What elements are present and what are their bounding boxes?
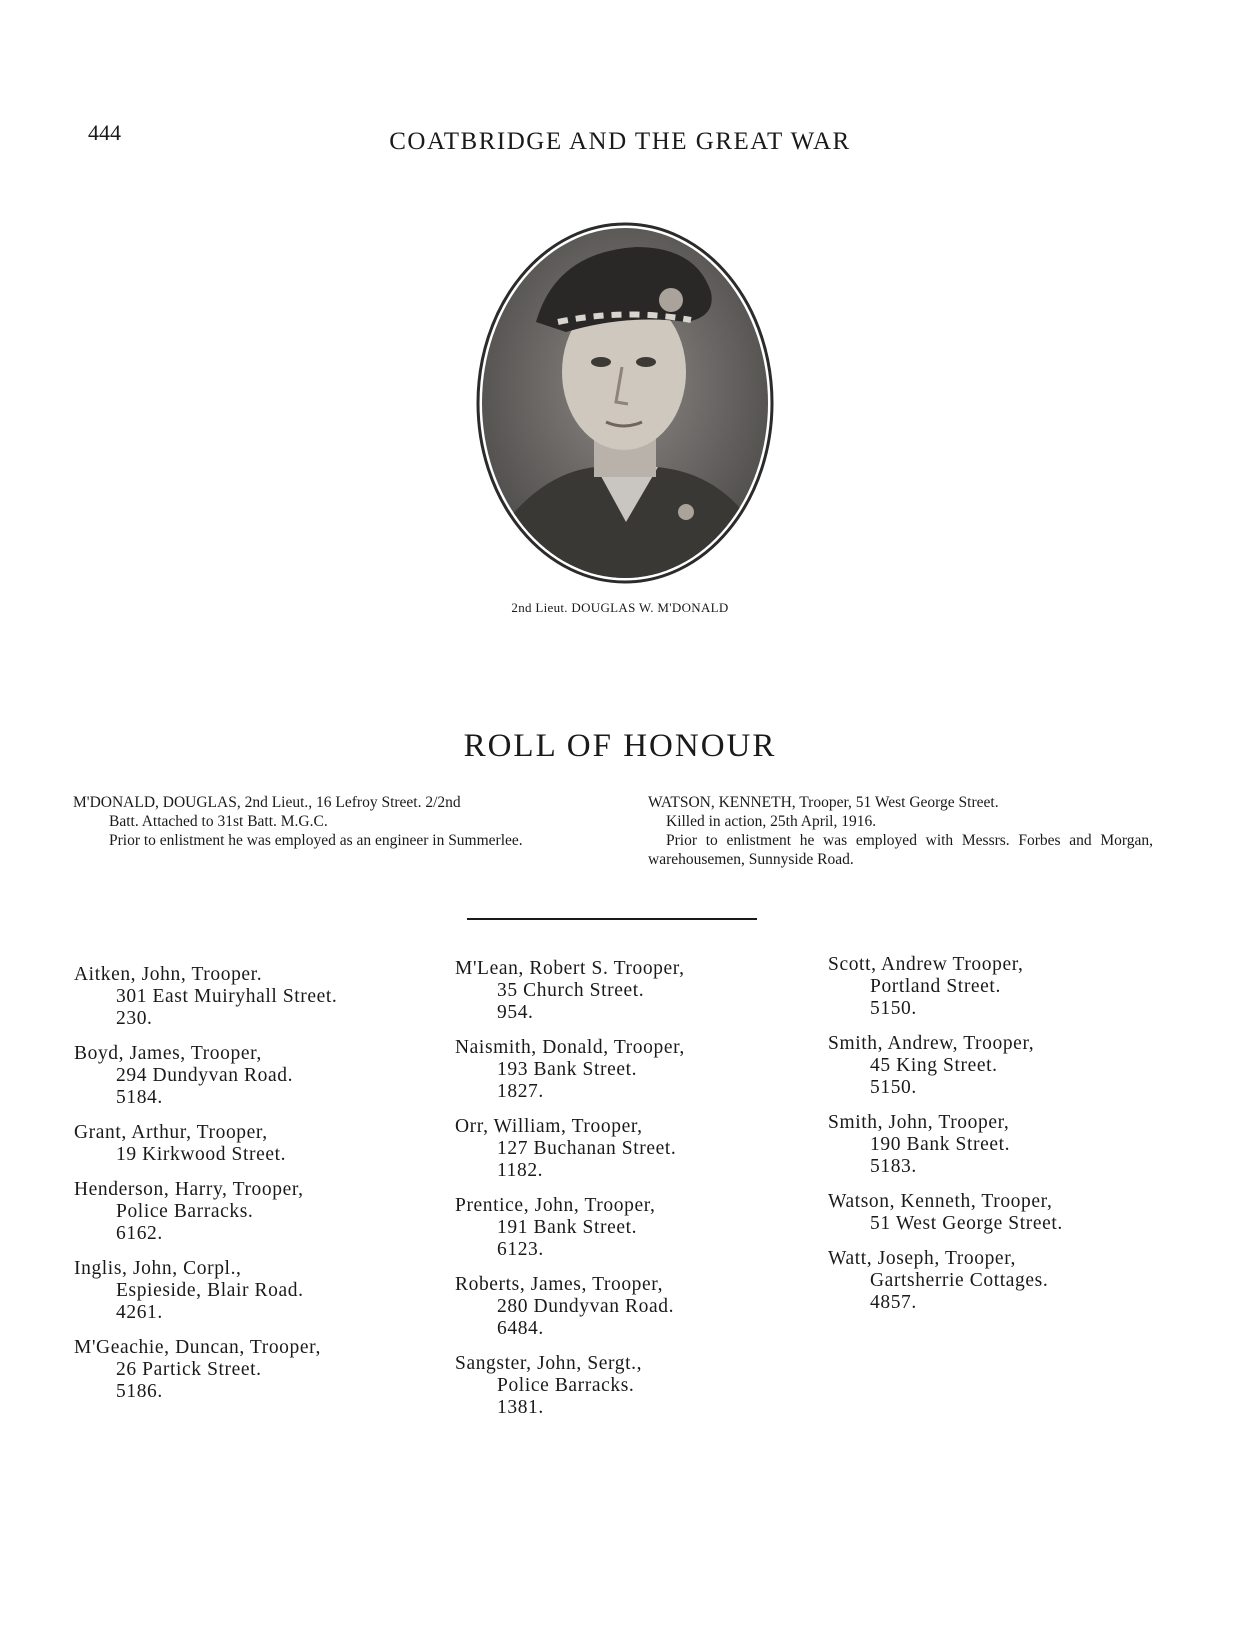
roll-name: Henderson, Harry, Trooper, xyxy=(74,1179,304,1200)
roll-name: Grant, Arthur, Trooper, xyxy=(74,1122,268,1143)
roll-name: Smith, John, Trooper, xyxy=(828,1112,1010,1133)
roll-number: 1182. xyxy=(497,1160,544,1181)
roll-entry xyxy=(828,954,1188,1020)
bio-entry xyxy=(648,793,1153,869)
roll-entry xyxy=(74,1043,419,1109)
roll-address: 191 Bank Street. xyxy=(497,1217,638,1238)
roll-name: Sangster, John, Sergt., xyxy=(455,1353,643,1374)
roll-column-2 xyxy=(455,958,800,1432)
bio-text: Prior to enlistment he was employed as an engineer in Summerlee. xyxy=(109,832,523,849)
roll-number: 5183. xyxy=(870,1156,917,1177)
roll-address: 35 Church Street. xyxy=(497,980,645,1001)
portrait-photo xyxy=(476,222,774,584)
roll-name: Prentice, John, Trooper, xyxy=(455,1195,656,1216)
roll-entry xyxy=(455,1195,800,1261)
roll-name: M'Geachie, Duncan, Trooper, xyxy=(74,1337,321,1358)
roll-address: Gartsherrie Cottages. xyxy=(870,1270,1049,1291)
divider-rule xyxy=(467,918,757,920)
roll-name: M'Lean, Robert S. Trooper, xyxy=(455,958,685,979)
roll-address: Espieside, Blair Road. xyxy=(116,1280,304,1301)
roll-address: 51 West George Street. xyxy=(870,1213,1063,1234)
roll-address: 19 Kirkwood Street. xyxy=(116,1144,287,1165)
roll-name: Orr, William, Trooper, xyxy=(455,1116,643,1137)
roll-column-3 xyxy=(828,954,1188,1327)
roll-number: 6484. xyxy=(497,1318,544,1339)
roll-address: Portland Street. xyxy=(870,976,1001,997)
roll-name: Aitken, John, Trooper. xyxy=(74,964,263,985)
roll-number: 5150. xyxy=(870,1077,917,1098)
roll-entry xyxy=(74,1258,419,1324)
portrait-caption: 2nd Lieut. DOUGLAS W. M'DONALD xyxy=(511,600,729,615)
bio-heading-cont: Killed in action, 25th April, 1916. xyxy=(666,813,877,830)
roll-name: Watt, Joseph, Trooper, xyxy=(828,1248,1016,1269)
roll-entry xyxy=(74,1337,419,1403)
section-title: ROLL OF HONOUR xyxy=(463,728,777,764)
running-title: COATBRIDGE AND THE GREAT WAR xyxy=(389,128,851,155)
roll-entry xyxy=(828,1191,1188,1235)
roll-entry xyxy=(74,964,419,1030)
roll-entry xyxy=(828,1248,1188,1314)
roll-number: 5186. xyxy=(116,1381,163,1402)
roll-entry xyxy=(455,1353,800,1419)
roll-number: 1827. xyxy=(497,1081,544,1102)
page-number: 444 xyxy=(88,120,121,145)
roll-entry xyxy=(455,958,800,1024)
roll-number: 4261. xyxy=(116,1302,163,1323)
roll-address: 190 Bank Street. xyxy=(870,1134,1011,1155)
roll-name: Inglis, John, Corpl., xyxy=(74,1258,242,1279)
roll-entry xyxy=(74,1122,419,1166)
roll-number: 4857. xyxy=(870,1292,917,1313)
roll-address: 193 Bank Street. xyxy=(497,1059,638,1080)
roll-entry xyxy=(455,1037,800,1103)
roll-number: 5150. xyxy=(870,998,917,1019)
roll-entry xyxy=(828,1112,1188,1178)
roll-number: 1381. xyxy=(497,1397,544,1418)
roll-name: Boyd, James, Trooper, xyxy=(74,1043,262,1064)
bio-heading-cont: Batt. Attached to 31st Batt. M.G.C. xyxy=(109,813,328,830)
roll-address: 127 Buchanan Street. xyxy=(497,1138,677,1159)
roll-number: 6162. xyxy=(116,1223,163,1244)
roll-number: 6123. xyxy=(497,1239,544,1260)
roll-name: Smith, Andrew, Trooper, xyxy=(828,1033,1035,1054)
roll-address: 26 Partick Street. xyxy=(116,1359,262,1380)
roll-address: 280 Dundyvan Road. xyxy=(497,1296,675,1317)
roll-number: 954. xyxy=(497,1002,534,1023)
roll-address: 301 East Muiryhall Street. xyxy=(116,986,338,1007)
bio-entry xyxy=(73,793,595,850)
bio-heading: M'DONALD, DOUGLAS, 2nd Lieut., 16 Lefroy Street. 2/2nd xyxy=(73,794,461,811)
roll-address: Police Barracks. xyxy=(116,1201,254,1222)
roll-column-1 xyxy=(74,964,419,1416)
roll-number: 5184. xyxy=(116,1087,163,1108)
roll-name: Scott, Andrew Trooper, xyxy=(828,954,1024,975)
roll-name: Roberts, James, Trooper, xyxy=(455,1274,664,1295)
roll-entry xyxy=(74,1179,419,1245)
bio-heading: WATSON, KENNETH, Trooper, 51 West George Street. xyxy=(648,794,999,811)
roll-number: 230. xyxy=(116,1008,153,1029)
bio-text: Prior to enlistment he was employed with Messrs. Forbes and Morgan, warehousemen, Sunnyside Road. xyxy=(648,832,1153,868)
roll-entry xyxy=(455,1274,800,1340)
roll-address: 294 Dundyvan Road. xyxy=(116,1065,294,1086)
roll-entry xyxy=(455,1116,800,1182)
roll-name: Naismith, Donald, Trooper, xyxy=(455,1037,685,1058)
roll-name: Watson, Kenneth, Trooper, xyxy=(828,1191,1053,1212)
roll-address: 45 King Street. xyxy=(870,1055,998,1076)
roll-entry xyxy=(828,1033,1188,1099)
roll-address: Police Barracks. xyxy=(497,1375,635,1396)
